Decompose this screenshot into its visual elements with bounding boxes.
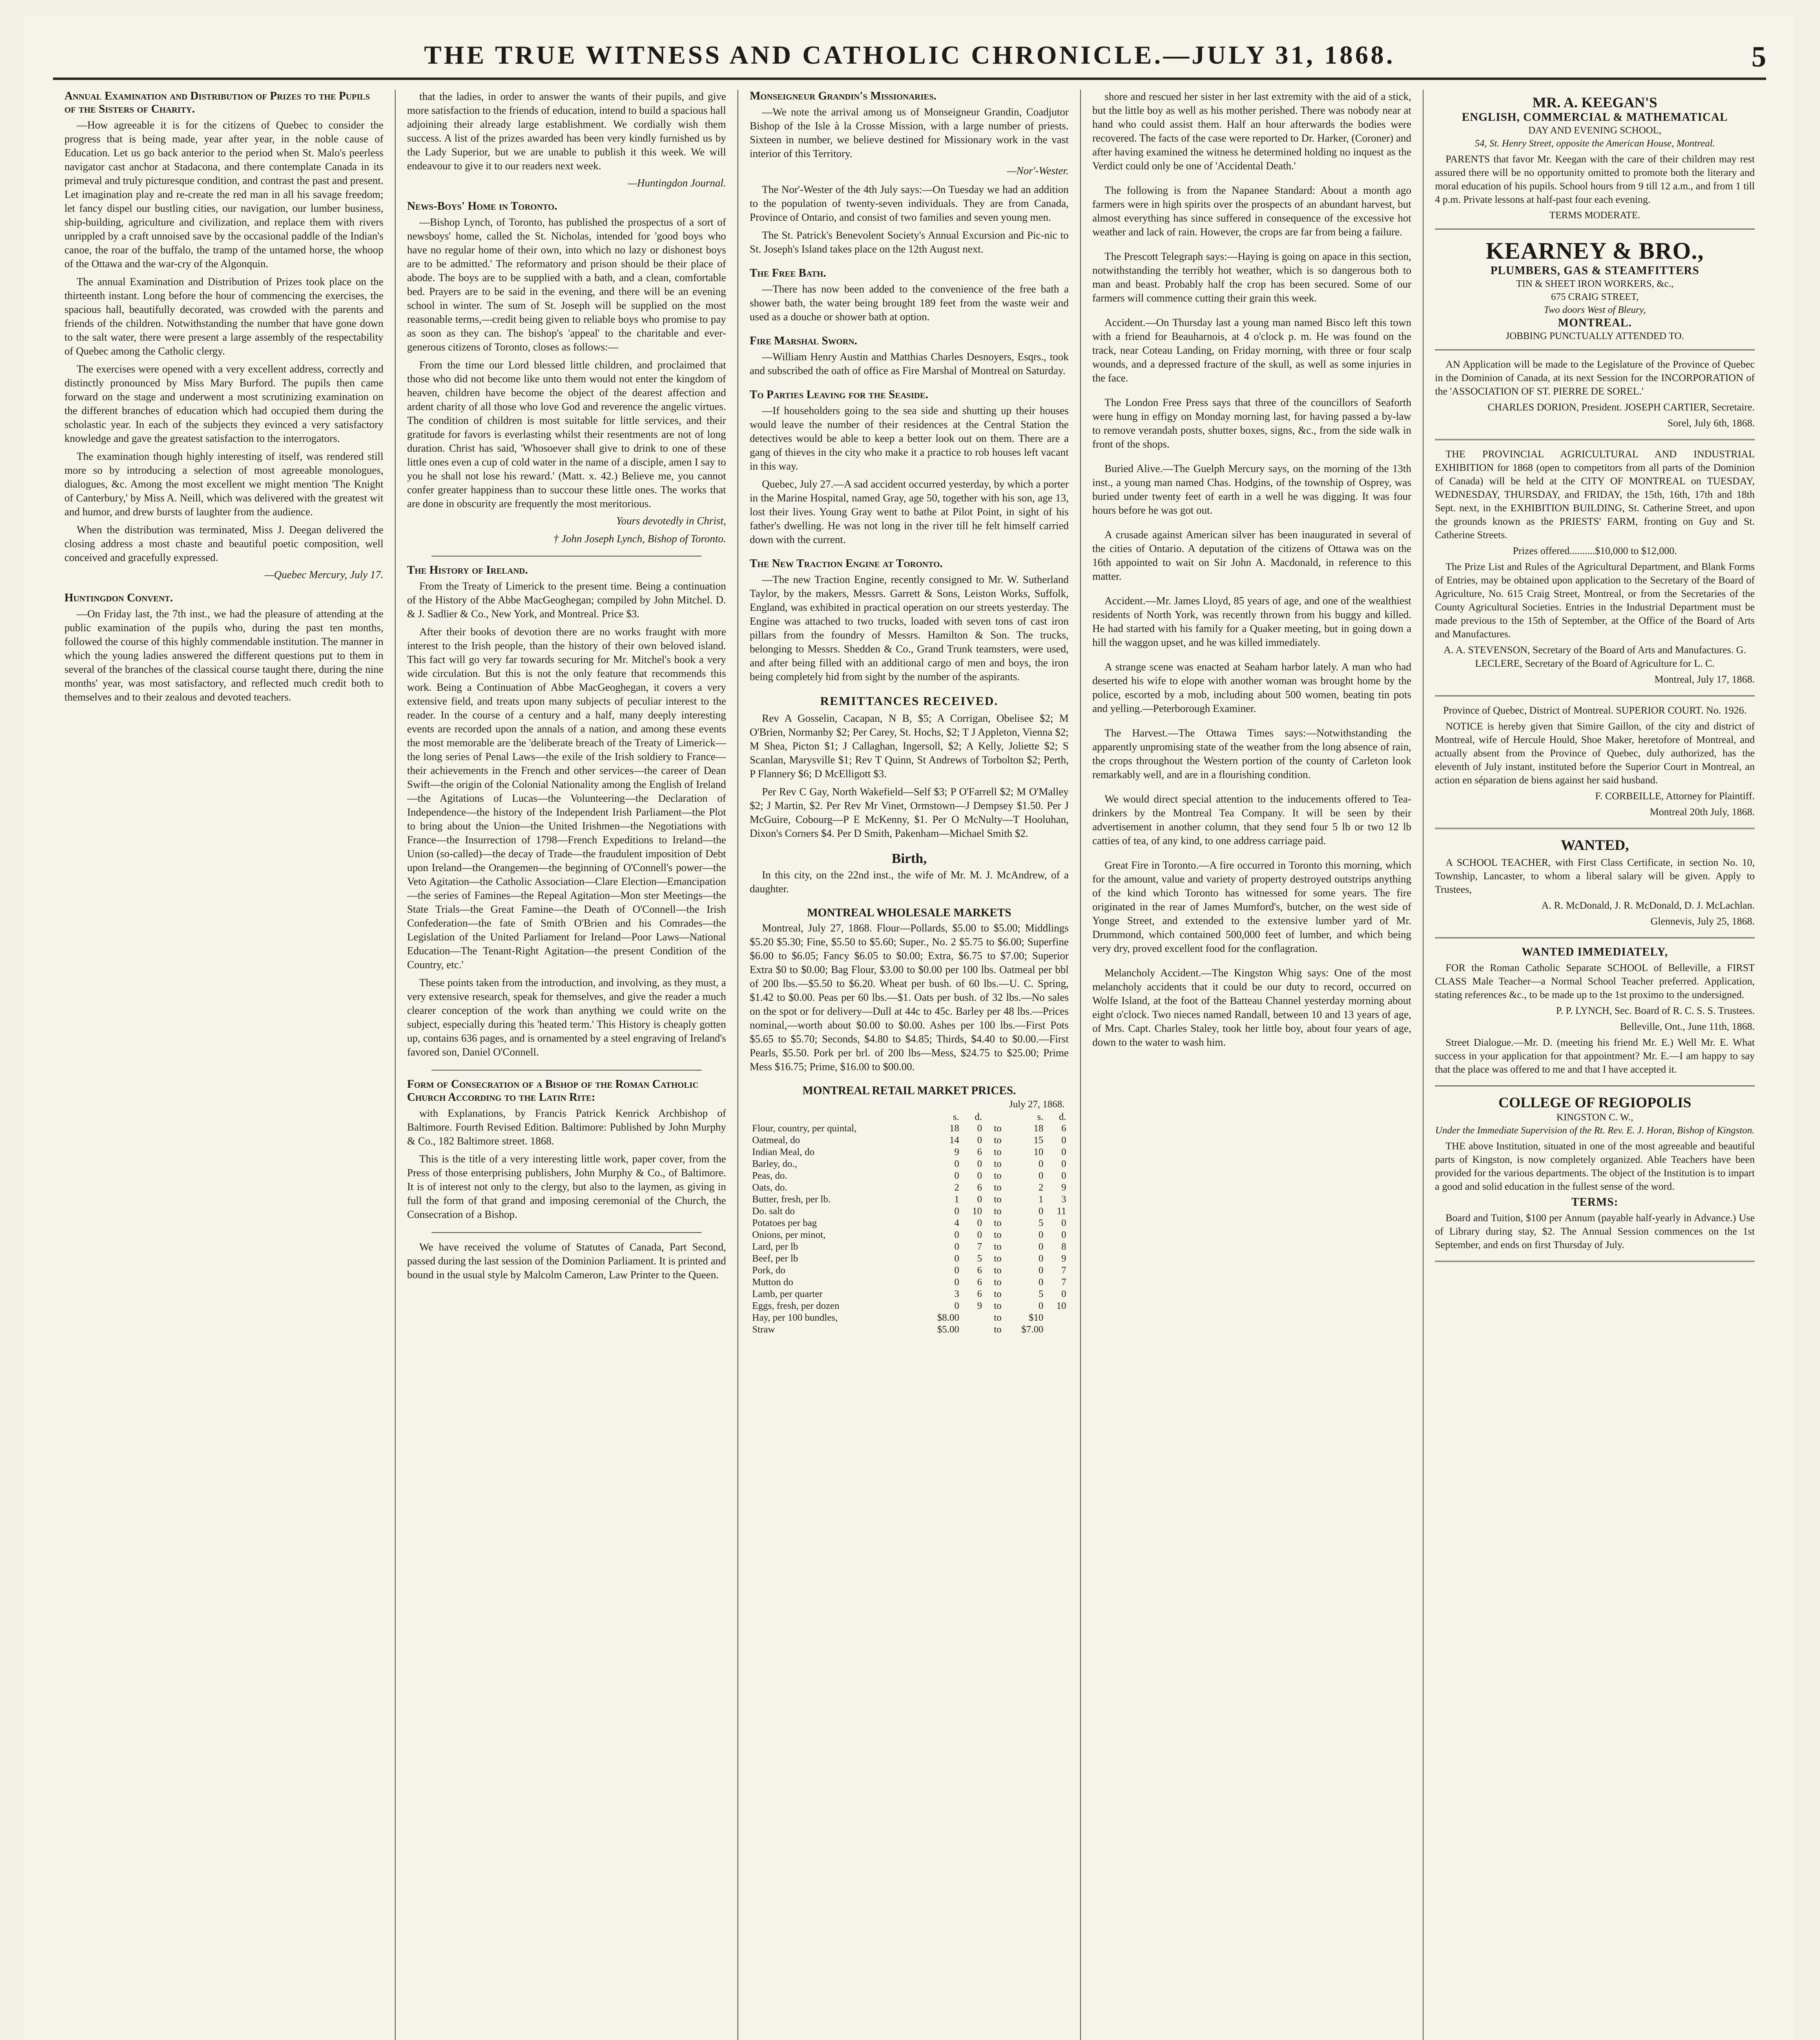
columns [53, 90, 1766, 2040]
table-cell-value: 11 [1056, 1206, 1066, 1217]
article-statutes [407, 1240, 726, 1282]
paragraph: The exercises were opened with a very excellent address, correctly and distinctly pronounced by Miss Mary Burford. The pupils then came forward on the stage and underwent a most scrutinizing examination on the different branches of education which had occupied them during the scholastic year. In each of the subjects they evinced a very satisfactory knowledge and gave the greatest satisfaction to the interrogators. [64, 363, 383, 444]
table-cell-item: Butter, fresh, per lb. [752, 1194, 831, 1205]
article-exam [64, 90, 383, 581]
table-cell-item: Flour, country, per quintal, [752, 1123, 857, 1134]
paragraph: From the time our Lord blessed little children, and proclaimed that those who did not become like unto them would not enter the kingdom of heaven, children have become the object of the dearest affection and ardent charity of all those who love God and reverence the angelic virtues. The condition of children is most suitable for little services, and their gratitude for favors is everlasting whilst their resentments are not of long duration. Christ has said, 'Whosoever shall give to drink to one of these little ones even a cup of cold water in the name of a disciple, amen I say to you he shall not lose his reward.' (Matt. x. 42.) Believe me, you cannot confer greater happiness than to succour these little ones. The works that are done in obscurity are frequently the most meritorious. [407, 359, 726, 510]
paragraph: Melancholy Accident.—The Kingston Whig says: One of the most melancholy accidents that it could be our duty to record, occurred on Wolfe Island, at the foot of the Batteau Channel yesterday morning about eight o'clock. Two nieces named Randall, between 10 and 13 years of age, of Mrs. Capt. Charles Staley, took her little boy, about four years of age, down to the water to wash him. [1092, 967, 1411, 1048]
table-cell-item: Oatmeal, do [752, 1135, 800, 1146]
ad-signature: A. A. STEVENSON, Secretary of the Board of Arts and Manufactures. G. LECLERE, Secretary of the Board of Agriculture for L. C. [1444, 645, 1746, 669]
table-cell-value [962, 1324, 985, 1336]
article-lloyd [1092, 594, 1411, 650]
paragraph: This is the title of a very interesting little work, paper cover, from the Press of those enterprising publishers, John Murphy & Co., of Baltimore. It is of interest not only to the clergy, but also to the laymen, as giving in full the form of that grand and imposing ceremonial of the Church, the Consecration of a Bishop. [407, 1153, 726, 1220]
table-cell-value: 6 [977, 1182, 982, 1193]
ad-wanted-teacher [1435, 836, 1755, 938]
paragraph: Great Fire in Toronto.—A fire occurred in Toronto this morning, which for the amount, value and variety of property destroyed outstrips anything of the kind which Toronto has witnessed for some years. The fire originated in the rear of James Mumford's, butcher, on the west side of Yonge Street, and extended to the extensive lumber yard of Mr. Drummond, which contained 500,000 feet of lumber, and which being very dry, proved excellent food for the conflagration. [1092, 859, 1411, 954]
table-header-cell: d. [1059, 1112, 1066, 1122]
wholesale-title: MONTREAL WHOLESALE MARKETS [807, 907, 1012, 919]
table-header-cell: s. [1037, 1112, 1043, 1122]
paragraph: The St. Patrick's Benevolent Society's Annual Excursion and Pic-nic to St. Joseph's Island takes place on the 12th August next. [750, 229, 1069, 255]
table-cell-value: to [994, 1218, 1002, 1228]
headline: The New Traction Engine at Toronto. [750, 557, 943, 570]
paragraph: The London Free Press says that three of the councillors of Seaforth were hung in effigy on Monday morning last, for having passed a by-law to remove verandah posts, shutter boxes, signs, &c., from the side walk in front of the shops. [1092, 397, 1411, 450]
ad-date: Montreal 20th July, 1868. [1650, 807, 1755, 818]
table-cell-value: 0 [954, 1277, 959, 1288]
table-cell-value: to [994, 1206, 1002, 1217]
ad-text: A SCHOOL TEACHER, with First Class Certificate, in section No. 10, Township, Lancaster, to whom a liberal salary will be given. Apply to Trustees, [1435, 857, 1755, 895]
headline: The History of Ireland. [407, 564, 528, 577]
ad-superior-court [1435, 704, 1755, 829]
ad-date: Sorel, July 6th, 1868. [1667, 418, 1755, 429]
ad-subtitle: PLUMBERS, GAS & STEAMFITTERS [1490, 264, 1699, 277]
table-header-cell: s. [953, 1112, 959, 1122]
paragraph: After their books of devotion there are no works fraught with more interest to the Irish people, than the history of their own beloved island. This fact will go very far towards securing for Mr. Mitchel's book a very wide circulation. But this is not the only feature that recommends this work. Being a Continuation of Abbe MacGeoghegan, it covers a very extensive field, and treats upon many subjects of peculiar interest to the reader. In the course of a century and a half, many deeply interesting events are recorded upon the annals of a nation, and among these events the most memorable are the 'deliberate breach of the Treaty of Limerick—the long series of Penal Laws—the exile of the Irish soldiery to France—their achievements in the French and other services—the career of Dean Swift—the origin of the Colonial Nationality among the English of Ireland—the Agitations of Lucas—the Volunteering—the Declaration of Independence—the history of the Independent Irish Parliament—the Plot to bring about the Union—the United Irishmen—the Negotiations with France—the Insurrection of 1798—French Expeditions to Ireland—the Union (so-called)—the decay of Trade—the fraudulent imposition of Debt upon Ireland—the Orangemen—the beginning of O'Connell's power—the Veto Agitation—the Catholic Association—Clare Election—Emancipation—the series of Famines—the Repeal Agitation—Mon ster Meetings—the State Trials—the Great Famine—the Death of O'Connell—the Irish Confederation—the fate of Smith O'Brien and his Comrades—the Legislation of the United Parliament for Ireland—Poor Laws—National Education—The Tenant-Right Agitation—the present Condition of the Country, etc.' [407, 626, 726, 971]
ad-title: KEARNEY & BRO., [1486, 237, 1704, 264]
table-row [750, 1229, 1069, 1241]
table-cell-value: 9 [977, 1301, 982, 1311]
article-buried [1092, 462, 1411, 517]
ad-prizes: Prizes offered..........$10,000 to $12,000. [1512, 545, 1677, 557]
retail-price-table [750, 1112, 1069, 1336]
article-history [407, 564, 726, 1059]
table-row [750, 1123, 1069, 1135]
ad-line: JOBBING PUNCTUALLY ATTENDED TO. [1506, 331, 1684, 341]
table-cell-item: Hay, per 100 bundles, [752, 1313, 838, 1323]
article-consecration [407, 1078, 726, 1222]
source-credit: —Nor'-Wester. [1007, 165, 1069, 177]
table-cell-item: Indian Meal, do [752, 1147, 815, 1157]
article-continued [407, 90, 726, 189]
ad-text: Board and Tuition, $100 per Annum (payable half-yearly in Advance.) Use of Library during stay, $2. The Annual Session commences on the 1st September, and ends on first Thursday of July. [1435, 1213, 1755, 1251]
page-number: 5 [1751, 40, 1766, 73]
article-london [1092, 396, 1411, 451]
table-cell-item: Mutton do [752, 1277, 793, 1288]
paragraph: We have received the volume of Statutes of Canada, Part Second, passed during the last session of the Dominion Parliament. It is printed and bound in the usual style by Malcolm Cameron, Law Printer to the Queen. [407, 1241, 726, 1281]
headline: To Parties Leaving for the Seaside. [750, 388, 928, 401]
table-cell-value: 0 [954, 1301, 959, 1311]
column-3 [738, 90, 1081, 2040]
table-cell-value: 0 [977, 1135, 982, 1146]
table-cell-value: 9 [1061, 1182, 1066, 1193]
ad-text: FOR the Roman Catholic Separate SCHOOL of Belleville, a FIRST CLASS Male Teacher—a Normal School Teacher preferred. Application, stating references &c., to be made up to the 1st proximo to the undersigned. [1435, 962, 1755, 1000]
table-cell-value: 0 [1038, 1277, 1043, 1288]
table-cell-value: 0 [1061, 1147, 1066, 1157]
ad-wanted-immediately [1435, 946, 1755, 1087]
table-cell-value: 0 [1038, 1253, 1043, 1264]
paragraph: When the distribution was terminated, Miss J. Deegan delivered the closing address a most chaste and beautiful poetic composition, well conceived and gracefully expressed. [64, 524, 383, 563]
table-cell-value: 6 [977, 1265, 982, 1276]
table-cell-item: Pork, do [752, 1265, 786, 1276]
table-cell-value: 0 [1061, 1218, 1066, 1228]
table-cell-value: 0 [954, 1253, 959, 1264]
article-great-fire [1092, 858, 1411, 956]
ad-subtitle: ENGLISH, COMMERCIAL & MATHEMATICAL [1461, 111, 1728, 124]
table-row [750, 1146, 1069, 1158]
table-cell-value: 7 [977, 1242, 982, 1252]
article-napanee [1092, 184, 1411, 239]
table-cell-value: 14 [949, 1135, 959, 1146]
article-melancholy [1092, 966, 1411, 1049]
table-cell-value: $8.00 [937, 1313, 959, 1323]
table-cell-value: to [994, 1171, 1002, 1181]
masthead-title: THE TRUE WITNESS AND CATHOLIC CHRONICLE.—JULY 31, 1868. [424, 40, 1395, 69]
table-row [750, 1182, 1069, 1194]
ad-kearney [1435, 237, 1755, 350]
ad-subtitle: DAY AND EVENING SCHOOL, [1528, 125, 1662, 136]
table-cell-value: $10 [1028, 1313, 1043, 1323]
table-cell-value: to [994, 1147, 1002, 1157]
paragraph: These points taken from the introduction, and involving, as they must, a very extensive research, speak for themselves, and give the reader a much clearer conception of the work than anything we could write on the subject, especially during this 'heated term.' This History is cheaply gotten up, contains 636 pages, and is ornamented by a steel engraving of Ireland's favored son, Daniel O'Connell. [407, 977, 726, 1058]
table-cell-value: 0 [1061, 1289, 1066, 1299]
table-row [750, 1217, 1069, 1229]
paragraph: shore and rescued her sister in her last extremity with the aid of a stick, but the little boy as well as his mother perished. There was nobody near at hand who could assist them. Half an hour afterwards the bodies were recovered. The facts of the case were reported to Dr. Harker, (Coroner) and after having examined the witness he determined holding no inquest as the Verdict could only be one of 'Accidental Death.' [1092, 91, 1411, 172]
table-cell-value: 0 [1038, 1265, 1043, 1276]
source-credit: —Quebec Mercury, July 17. [264, 569, 383, 581]
ad-title: WANTED IMMEDIATELY, [1521, 946, 1668, 958]
remittances [750, 712, 1069, 840]
table-row [750, 1324, 1069, 1336]
ad-subtitle: KINGSTON C. W., [1556, 1112, 1634, 1123]
table-cell-value: to [994, 1301, 1002, 1311]
table-cell-value: 9 [1061, 1253, 1066, 1264]
table-cell-item: Lard, per lb [752, 1242, 798, 1252]
table-cell-value: 2 [1038, 1182, 1043, 1193]
table-header-cell [750, 1112, 920, 1123]
ad-text: THE above Institution, situated in one of the most agreeable and beautiful parts of Kingston, is now completely organized. Able Teachers have been provided for the various departments. The object of the Institution is to impart a good and solid education in the fullest sense of the word. [1435, 1141, 1755, 1192]
masthead [53, 33, 1766, 80]
ad-address: 54, St. Henry Street, opposite the American House, Montreal. [1475, 138, 1715, 149]
table-row [750, 1288, 1069, 1300]
table-cell-value: 0 [1061, 1135, 1066, 1146]
ad-subtitle: Under the Immediate Supervision of the Rt. Rev. E. J. Horan, Bishop of Kingston. [1435, 1125, 1755, 1136]
ad-title: COLLEGE OF REGIOPOLIS [1498, 1094, 1692, 1111]
article-bath [750, 267, 1069, 324]
table-cell-value: 10 [1056, 1301, 1066, 1311]
ad-signature: CHARLES DORION, President. JOSEPH CARTIER, Secretaire. [1488, 402, 1755, 413]
article-traction [750, 557, 1069, 684]
signature: † John Joseph Lynch, Bishop of Toronto. [553, 533, 726, 545]
headline: News-Boys' Home in Toronto. [407, 200, 558, 213]
table-cell-value: 0 [954, 1230, 959, 1240]
table-cell-item: Potatoes per bag [752, 1218, 817, 1228]
table-cell-value: 3 [1061, 1194, 1066, 1205]
ad-title: Province of Quebec, District of Montreal. SUPERIOR COURT. No. 1926. [1443, 705, 1747, 716]
ad-terms: TERMS MODERATE. [1549, 210, 1641, 221]
article-drowning [1092, 90, 1411, 173]
table-row [750, 1194, 1069, 1206]
paragraph: The Prescott Telegraph says:—Haying is going on apace in this section, notwithstanding the terribly hot weather, which is so dangerous both to man and beast. Probably half the crop has been secured. Some of our farmers will commence cutting their grain this week. [1092, 251, 1411, 304]
source-credit: —Huntingdon Journal. [627, 177, 726, 189]
table-row [750, 1265, 1069, 1277]
table-header-cell: d. [974, 1112, 982, 1122]
remittances-title: REMITTANCES RECEIVED. [820, 694, 999, 708]
table-cell-value: 0 [954, 1159, 959, 1169]
table-row [750, 1135, 1069, 1146]
table-cell-value: 0 [977, 1123, 982, 1134]
table-row [750, 1170, 1069, 1182]
table-cell-value: 0 [1061, 1171, 1066, 1181]
ad-regiopolis [1435, 1094, 1755, 1262]
article-crusade [1092, 528, 1411, 583]
paragraph: A crusade against American silver has been inaugurated in several of the cities of Ontario. A deputation of the citizens of Ottawa was on the 16th appointed to wait on Sir John A. Macdonald, in reference to this matter. [1092, 529, 1411, 582]
table-row [750, 1241, 1069, 1253]
headline: Huntingdon Convent. [64, 592, 173, 604]
table-cell-value: to [994, 1253, 1002, 1264]
paragraph: —The new Traction Engine, recently consigned to Mr. W. Sutherland Taylor, by the makers, Messrs. Garrett & Sons, Leiston Works, Suffolk, England, was exhibited in practical operation on our streets yesterday. The Engine was attached to two trucks, loaded with seven tons of cast iron pillars from the foundry of Messrs. Hamilton & Son. The trucks, belonging to Messrs. Shedden & Co., Grand Trunk teamsters, were used, and after being filled with an additional cargo of men and boys, the iron being completely hid from sight by the number of the aspirants. [750, 574, 1069, 683]
article-seaside [750, 388, 1069, 547]
paragraph: —If householders going to the sea side and shutting up their houses would leave the number of their residences at the Central Station the detectives would be able to keep a better look out on them. There are a gang of thieves in the city who make it a practice to rob houses left vacant in this way. [750, 405, 1069, 472]
paragraph: The Harvest.—The Ottawa Times says:—Notwithstanding the apparently unpromising state of the weather from the long absence of rain, the crops throughout the Western portion of the county of Carleton look remarkably well, and are in a flourishing condition. [1092, 727, 1411, 781]
table-cell-value: 0 [977, 1159, 982, 1169]
article-seaham [1092, 660, 1411, 716]
paragraph: The following is from the Napanee Standard: About a month ago farmers were in high spirits over the prospects of an abundant harvest, but almost everything has since suffered in consequence of the excessive hot weather and lack of rain. However, the crops are far from being a failure. [1092, 184, 1411, 238]
paragraph: The Nor'-Wester of the 4th July says:—On Tuesday we had an addition to the population of twenty-seven individuals. They are from Canada, Province of Ontario, and consist of two families and seven young men. [750, 184, 1069, 223]
table-cell-value: 1 [954, 1194, 959, 1205]
table-cell-value: 9 [954, 1147, 959, 1157]
table-cell-value: 0 [977, 1230, 982, 1240]
table-cell-value: 18 [949, 1123, 959, 1134]
table-cell-value: 5 [1038, 1289, 1043, 1299]
paragraph: Montreal, July 27, 1868. Flour—Pollards, $5.00 to $5.00; Middlings $5.20 $5.30; Fine, $5.50 to $5.60; Super., No. 2 $5.75 to $6.00; Superfine $6.00 to $6.05; Fancy $6.05 to $0.00; Extra, $6.75 to $7.00; Superior Extra $0 to $0.00; Bag Flour, $3.00 to $0.00 per 100 lbs. Oatmeal per bbl of 200 lbs.—$5.50 to $6.20. Wheat per bush. of 60 lbs.—U. C. Spring, $1.42 to $0.00. Peas per 60 lbs.—$1. Oats per bush. of 32 lbs.—No sales on the spot or for delivery—Dull at 44c to 45c. Barley per 48 lbs.—Prices nominal,—worth about $0.00 to $0.00. Ashes per 100 lbs.—First Pots $5.65 to $5.70; Seconds, $4.80 to $4.85; Thirds, $4.40 to $0.00.—First Pearls, $5.50. Pork per brl. of 200 lbs—Mess, $24.75 to $25.00; Prime Mess $16.75; Prime, $16.00 to $00.00. [750, 922, 1069, 1073]
ad-signature: F. CORBEILLE, Attorney for Plaintiff. [1595, 791, 1755, 802]
table-cell-value: to [994, 1313, 1002, 1323]
table-cell-value: 10 [1033, 1147, 1043, 1157]
ad-line: TIN & SHEET IRON WORKERS, &c., [1516, 279, 1674, 289]
table-row [750, 1300, 1069, 1312]
table-cell-value: 6 [977, 1277, 982, 1288]
paragraph: —Bishop Lynch, of Toronto, has published the prospectus of a sort of newsboys' home, called the St. Nicholas, intended for 'good boys who have no regular home of their own, into which no lazy or dishonest boys are to be admitted.' The reformatory and prison should be their place of abode. The boys are to be supplied with a bath, and a clean, comfortable bed. Prayers are to be said in the evening, and there will be an evening school in winter. The sum of St. Joseph will be supplied on the most reasonable terms,—credit being given to reliable boys who promise to pay as soon as they can. The bishop's 'appeal' to the charitable and ever-generous citizens of Toronto, closes as follows:— [407, 216, 726, 353]
table-cell-value: to [994, 1194, 1002, 1205]
table-cell-value: $5.00 [937, 1324, 959, 1335]
article-convent [64, 592, 383, 704]
table-cell-value [962, 1312, 985, 1324]
table-cell-value: 0 [977, 1171, 982, 1181]
ad-address: 675 CRAIG STREET, [1551, 292, 1639, 302]
ad-terms: TERMS: [1571, 1196, 1619, 1208]
paragraph: —There has now been added to the convenience of the free bath a shower bath, the water being brought 189 feet from the waste weir and used as a douche or shower bath at option. [750, 283, 1069, 323]
table-cell-value [1046, 1312, 1069, 1324]
table-cell-value: 0 [977, 1218, 982, 1228]
table-cell-value: 0 [1038, 1230, 1043, 1240]
ad-date: Montreal, July 17, 1868. [1654, 674, 1755, 685]
table-cell-value: 3 [954, 1289, 959, 1299]
paragraph: The examination though highly interesting of itself, was rendered still more so by introducing a selection of most agreeable monologues, dialogues, &c. Among the most excellent we might mention 'The Knight of Canterbury,' by Miss A. Neill, which was delivered with the greatest wit and humor, and drew bursts of laughter from the audience. [64, 450, 383, 518]
divider [432, 1070, 702, 1071]
table-cell-value: 0 [1038, 1242, 1043, 1252]
ad-text: The Prize List and Rules of the Agricultural Department, and Blank Forms of Entries, may be obtained upon application to the Secretary of the Board of Agriculture, No. 615 Craig Street, Montreal, or from the Secretaries of the County Agricultural Societies. Entries in the Industrial Department must be made previous to the 15th of September, at the Office of the Board of Arts and Manufactures. [1435, 561, 1755, 640]
table-cell-value: 0 [954, 1206, 959, 1217]
table-cell-value: 0 [954, 1171, 959, 1181]
table-cell-value: to [994, 1265, 1002, 1276]
ad-text: NOTICE is hereby given that Simire Gaillon, of the city and district of Montreal, wife of Hercule Hould, Shoe Maker, heretofore of Montreal, and actually absent from the Province of Quebec, duly authorized, has the eleventh of July instant, instituted before the Superior Court in Montreal, an action en séparation de biens against her said husband. [1435, 721, 1755, 786]
table-cell-value: to [994, 1242, 1002, 1252]
column-2 [396, 90, 738, 2040]
table-cell-value: to [994, 1289, 1002, 1299]
birth-title: Birth, [892, 851, 927, 866]
ad-text: Street Dialogue.—Mr. D. (meeting his friend Mr. E.) Well Mr. E. What success in your application for that appointment? Mr. E.—I am happy to say that the place was offered to me and that I have accepted it. [1435, 1037, 1755, 1075]
divider [432, 1232, 702, 1233]
article-missionaries [750, 90, 1069, 256]
table-cell-value: 10 [972, 1206, 982, 1217]
paragraph: with Explanations, by Francis Patrick Kenrick Archbishop of Baltimore. Fourth Revised Edition. Baltimore: Published by John Murphy & Co., 182 Baltimore street. 1868. [407, 1107, 726, 1147]
ad-title: WANTED, [1561, 837, 1629, 853]
column-5-ads [1424, 90, 1766, 2040]
table-cell-value: 0 [954, 1242, 959, 1252]
wholesale-markets [750, 921, 1069, 1074]
table-cell-item: Barley, do., [752, 1159, 797, 1169]
table-cell-item: Onions, per minot, [752, 1230, 826, 1240]
table-cell-value: 0 [1061, 1230, 1066, 1240]
table-cell-value: 18 [1033, 1123, 1043, 1134]
table-cell-item: Oats, do. [752, 1182, 787, 1193]
table-cell-item: Do. salt do [752, 1206, 795, 1217]
table-cell-value: 7 [1061, 1277, 1066, 1288]
table-cell-value: 6 [1061, 1123, 1066, 1134]
table-cell-value [1046, 1324, 1069, 1336]
table-row [750, 1253, 1069, 1265]
table-cell-value: 4 [954, 1218, 959, 1228]
ad-signature: P. P. LYNCH, Sec. Board of R. C. S. S. Trustees. [1556, 1005, 1755, 1016]
table-cell-value: 6 [977, 1289, 982, 1299]
table-cell-value: $7.00 [1021, 1324, 1043, 1335]
table-cell-value: 5 [977, 1253, 982, 1264]
divider [432, 556, 702, 557]
table-cell-value: to [994, 1324, 1002, 1335]
table-cell-value: 0 [1038, 1301, 1043, 1311]
article-harvest [1092, 726, 1411, 782]
headline: The Free Bath. [750, 267, 826, 279]
table-cell-value: 1 [1038, 1194, 1043, 1205]
paragraph: The annual Examination and Distribution of Prizes took place on the thirteenth instant. Long before the hour of commencing the exercises, the spacious hall, beautifully decorated, was crowded with the parents and friends of the children. Notwithstanding the number that have gone down to the salt water, there were present a large assembly of the respectability of Quebec among the Catholic clergy. [64, 276, 383, 357]
article-tea [1092, 792, 1411, 848]
table-cell-value: 2 [954, 1182, 959, 1193]
table-row [750, 1206, 1069, 1217]
table-cell-item: Straw [752, 1324, 775, 1335]
paragraph: —On Friday last, the 7th inst., we had the pleasure of attending at the public examination of the pupils who, during the past ten months, followed the course of this highly commendable institution. The manner in which the young ladies answered the different questions put to them in several of the branches of the classical course taught there, during the nine months' year, was most satisfactory, and reflected much credit both to themselves and to their zealous and devoted teachers. [64, 608, 383, 703]
table-cell-value: 15 [1033, 1135, 1043, 1146]
table-header-cell [985, 1112, 1004, 1123]
ad-city: MONTREAL. [1558, 317, 1632, 329]
table-body [750, 1123, 1069, 1336]
ad-keegan-school [1435, 94, 1755, 230]
retail-date: July 27, 1868. [1009, 1099, 1065, 1110]
table-cell-value: to [994, 1135, 1002, 1146]
article-newsboys [407, 200, 726, 545]
newspaper-page [24, 16, 1795, 2040]
ad-text: PARENTS that favor Mr. Keegan with the care of their children may rest assured there will be no opportunity omitted to promote both the literary and moral education of his pupils. School hours from 9 till 12 a.m., and from 1 till 4 p.m. Private lessons at half-past four each evening. [1435, 154, 1755, 205]
paragraph: Buried Alive.—The Guelph Mercury says, on the morning of the 13th inst., a young man named Chas. Hodgins, of the township of Osprey, was buried under twenty feet of earth in a well he was digging. It was four hours before he was got out. [1092, 463, 1411, 516]
table-cell-value: 0 [1061, 1159, 1066, 1169]
ad-signature: A. R. McDonald, J. R. McDonald, D. J. McLachlan. [1541, 900, 1755, 911]
table-cell-value: to [994, 1277, 1002, 1288]
table-cell-value: 8 [1061, 1242, 1066, 1252]
table-cell-value: to [994, 1123, 1002, 1134]
ad-date: Glennevis, July 25, 1868. [1650, 916, 1755, 927]
paragraph: Rev A Gosselin, Cacapan, N B, $5; A Corrigan, Obelisee $2; M O'Brien, Normanby $2; Per Carey, St. Hochs, $2; T J Appleton, Vienna $2; M Shea, Picton $1; J Callaghan, Ingersoll, $2; A Kelly, Joliette $2; S Scanlan, Marysville $1; Rev T Quinn, St Andrews of Torbolton $2; Perth, P Flannery $6; D McElligott $3. [750, 712, 1069, 780]
retail-title: MONTREAL RETAIL MARKET PRICES. [802, 1084, 1016, 1097]
birth-notice [750, 868, 1069, 896]
table-cell-value: 5 [1038, 1218, 1043, 1228]
table-cell-item: Eggs, fresh, per dozen [752, 1301, 839, 1311]
headline: Monseigneur Grandin's Missionaries. [750, 90, 937, 102]
paragraph: From the Treaty of Limerick to the present time. Being a continuation of the History of the Abbe MacGeoghegan; compiled by John Mitchel. D. & J. Sadlier & Co., New York, and Montreal. Price $3. [407, 580, 726, 620]
column-1 [53, 90, 396, 2040]
paragraph: We would direct special attention to the inducements offered to Tea-drinkers by the Montreal Tea Company. It will be seen by their advertisement in another column, that they send four 5 lb or two 12 lb catties of tea, of any kind, to one address carriage paid. [1092, 793, 1411, 847]
table-row [750, 1312, 1069, 1324]
ad-sorel-association [1435, 358, 1755, 440]
paragraph: Per Rev C Gay, North Wakefield—Self $3; P O'Farrell $2; M O'Malley $2; J Martin, $2. Per Rev Mr Vinet, Ormstown—J Dempsey $1.50. Per J McGuire, Cobourg—P E McKenny, $1. Per O McNulty—T Hooluhan, Dixon's Corners $4. Per D Smith, Pakenham—Michael Smith $2. [750, 786, 1069, 839]
ad-text: AN Application will be made to the Legislature of the Province of Quebec in the Dominion of Canada, at its next Session for the INCORPORATION of the 'ASSOCIATION OF ST. PIERRE DE SOREL.' [1435, 359, 1755, 397]
table-cell-value: to [994, 1230, 1002, 1240]
closing: Yours devotedly in Christ, [616, 515, 726, 527]
paragraph: A strange scene was enacted at Seaham harbor lately. A man who had deserted his wife to elope with another woman was brought home by the police, escorted by a mob, including about 500 women, beating tin pots and yelling.—Peterborough Examiner. [1092, 661, 1411, 714]
table-cell-value: 7 [1061, 1265, 1066, 1276]
ad-title: MR. A. KEEGAN'S [1532, 94, 1658, 111]
table-header-row [750, 1112, 1069, 1123]
ad-address: Two doors West of Bleury, [1543, 305, 1646, 315]
table-cell-item: Lamb, per quarter [752, 1289, 823, 1299]
table-cell-value: 6 [977, 1147, 982, 1157]
paragraph: Accident.—Mr. James Lloyd, 85 years of age, and one of the wealthiest residents of North York, was recently thrown from his buggy and killed. He had started with his family for a Quaker meeting, but in going down a hill the waggon upset, and he was killed immediately. [1092, 595, 1411, 648]
headline: Annual Examination and Distribution of Prizes to the Pupils of the Sisters of Charity. [64, 90, 370, 115]
table-cell-value: 0 [977, 1194, 982, 1205]
ad-exhibition [1435, 448, 1755, 696]
table-cell-value: 0 [1038, 1159, 1043, 1169]
table-cell-value: 0 [1038, 1171, 1043, 1181]
paragraph: —How agreeable it is for the citizens of Quebec to consider the progress that is being made, year after year, in the noble cause of Education. Let us go back anterior to the period when St. Malo's peerless navigator cast anchor at Stadacona, and there contemplate Canada in its primeval and truly picturesque condition, and contrast the past and present. Let imagination play and re-create the red man in all his savage freedom; let fancy dispel our bustling cities, our navigation, our lumber business, ship-building, agriculture and civilization, and replace them with rivers unrippled by a craft unnoised save by the occasional paddle of the Indian's canoe, the roar of the buffalo, the tramp of the untamed horse, the whoop of the Ottawa and the war-cry of the Algonquin. [64, 119, 383, 270]
headline: Fire Marshal Sworn. [750, 335, 857, 347]
paragraph: In this city, on the 22nd inst., the wife of Mr. M. J. McAndrew, of a daughter. [750, 869, 1069, 895]
table-cell-item: Beef, per lb [752, 1253, 798, 1264]
column-4 [1081, 90, 1424, 2040]
table-cell-value: to [994, 1159, 1002, 1169]
paragraph: that the ladies, in order to answer the wants of their pupils, and give more satisfaction to the friends of education, intend to build a spacious hall adjoining their already large establishment. We cordially wish them success. A list of the prizes awarded has been very kindly furnished us by the Lady Superior, but we are unable to publish it this week. We will endeavour to give it to our readers next week. [407, 91, 726, 172]
article-prescott [1092, 250, 1411, 305]
paragraph: —We note the arrival among us of Monseigneur Grandin, Coadjutor Bishop of the Isle à la Crosse Mission, with a large number of priests. Sixteen in number, we believe destined for Missionary work in the vast interior of this Territory. [750, 106, 1069, 160]
paragraph: —William Henry Austin and Matthias Charles Desnoyers, Esqrs., took and subscribed the oath of office as Fire Marshal of Montreal on Saturday. [750, 351, 1069, 377]
table-cell-value: 0 [954, 1265, 959, 1276]
table-row [750, 1277, 1069, 1288]
ad-date: Belleville, Ont., June 11th, 1868. [1620, 1021, 1755, 1032]
headline: Form of Consecration of a Bishop of the Roman Catholic Church According to the Latin Rite: [407, 1078, 699, 1104]
article-fire-marshal [750, 335, 1069, 378]
table-cell-value: 0 [1038, 1206, 1043, 1217]
table-row [750, 1158, 1069, 1170]
table-cell-value: to [994, 1182, 1002, 1193]
paragraph: Accident.—On Thursday last a young man named Bisco left this town with a friend for Beauharnois, at 4 o'clock p. m. He was found on the track, near Coteau Landing, on Friday morning, with three or four scalp wounds, and a depressed fracture of the skull, as well as some injuries in the face. [1092, 317, 1411, 384]
ad-text: THE PROVINCIAL AGRICULTURAL AND INDUSTRIAL EXHIBITION for 1868 (open to competitors from all parts of the Dominion of Canada) will be held at the CITY OF MONTREAL on TUESDAY, WEDNESDAY, THURSDAY, and FRIDAY, the 15th, 16th, 17th and 18th Sept. next, in the EXHIBITION BUILDING, St. Catherine Street, and upon the grounds known as the PRIESTS' FARM, fronting on Guy and St. Catherine Streets. [1435, 449, 1755, 541]
table-cell-item: Peas, do. [752, 1171, 787, 1181]
paragraph: Quebec, July 27.—A sad accident occurred yesterday, by which a porter in the Marine Hospital, named Gray, age 50, together with his son, age 13, lost their lives. Young Gray went to bathe at Pilot Point, in sight of his father's dwelling. He was not long in the river till he felt himself carried down with the current. [750, 478, 1069, 545]
article-accident [1092, 316, 1411, 385]
